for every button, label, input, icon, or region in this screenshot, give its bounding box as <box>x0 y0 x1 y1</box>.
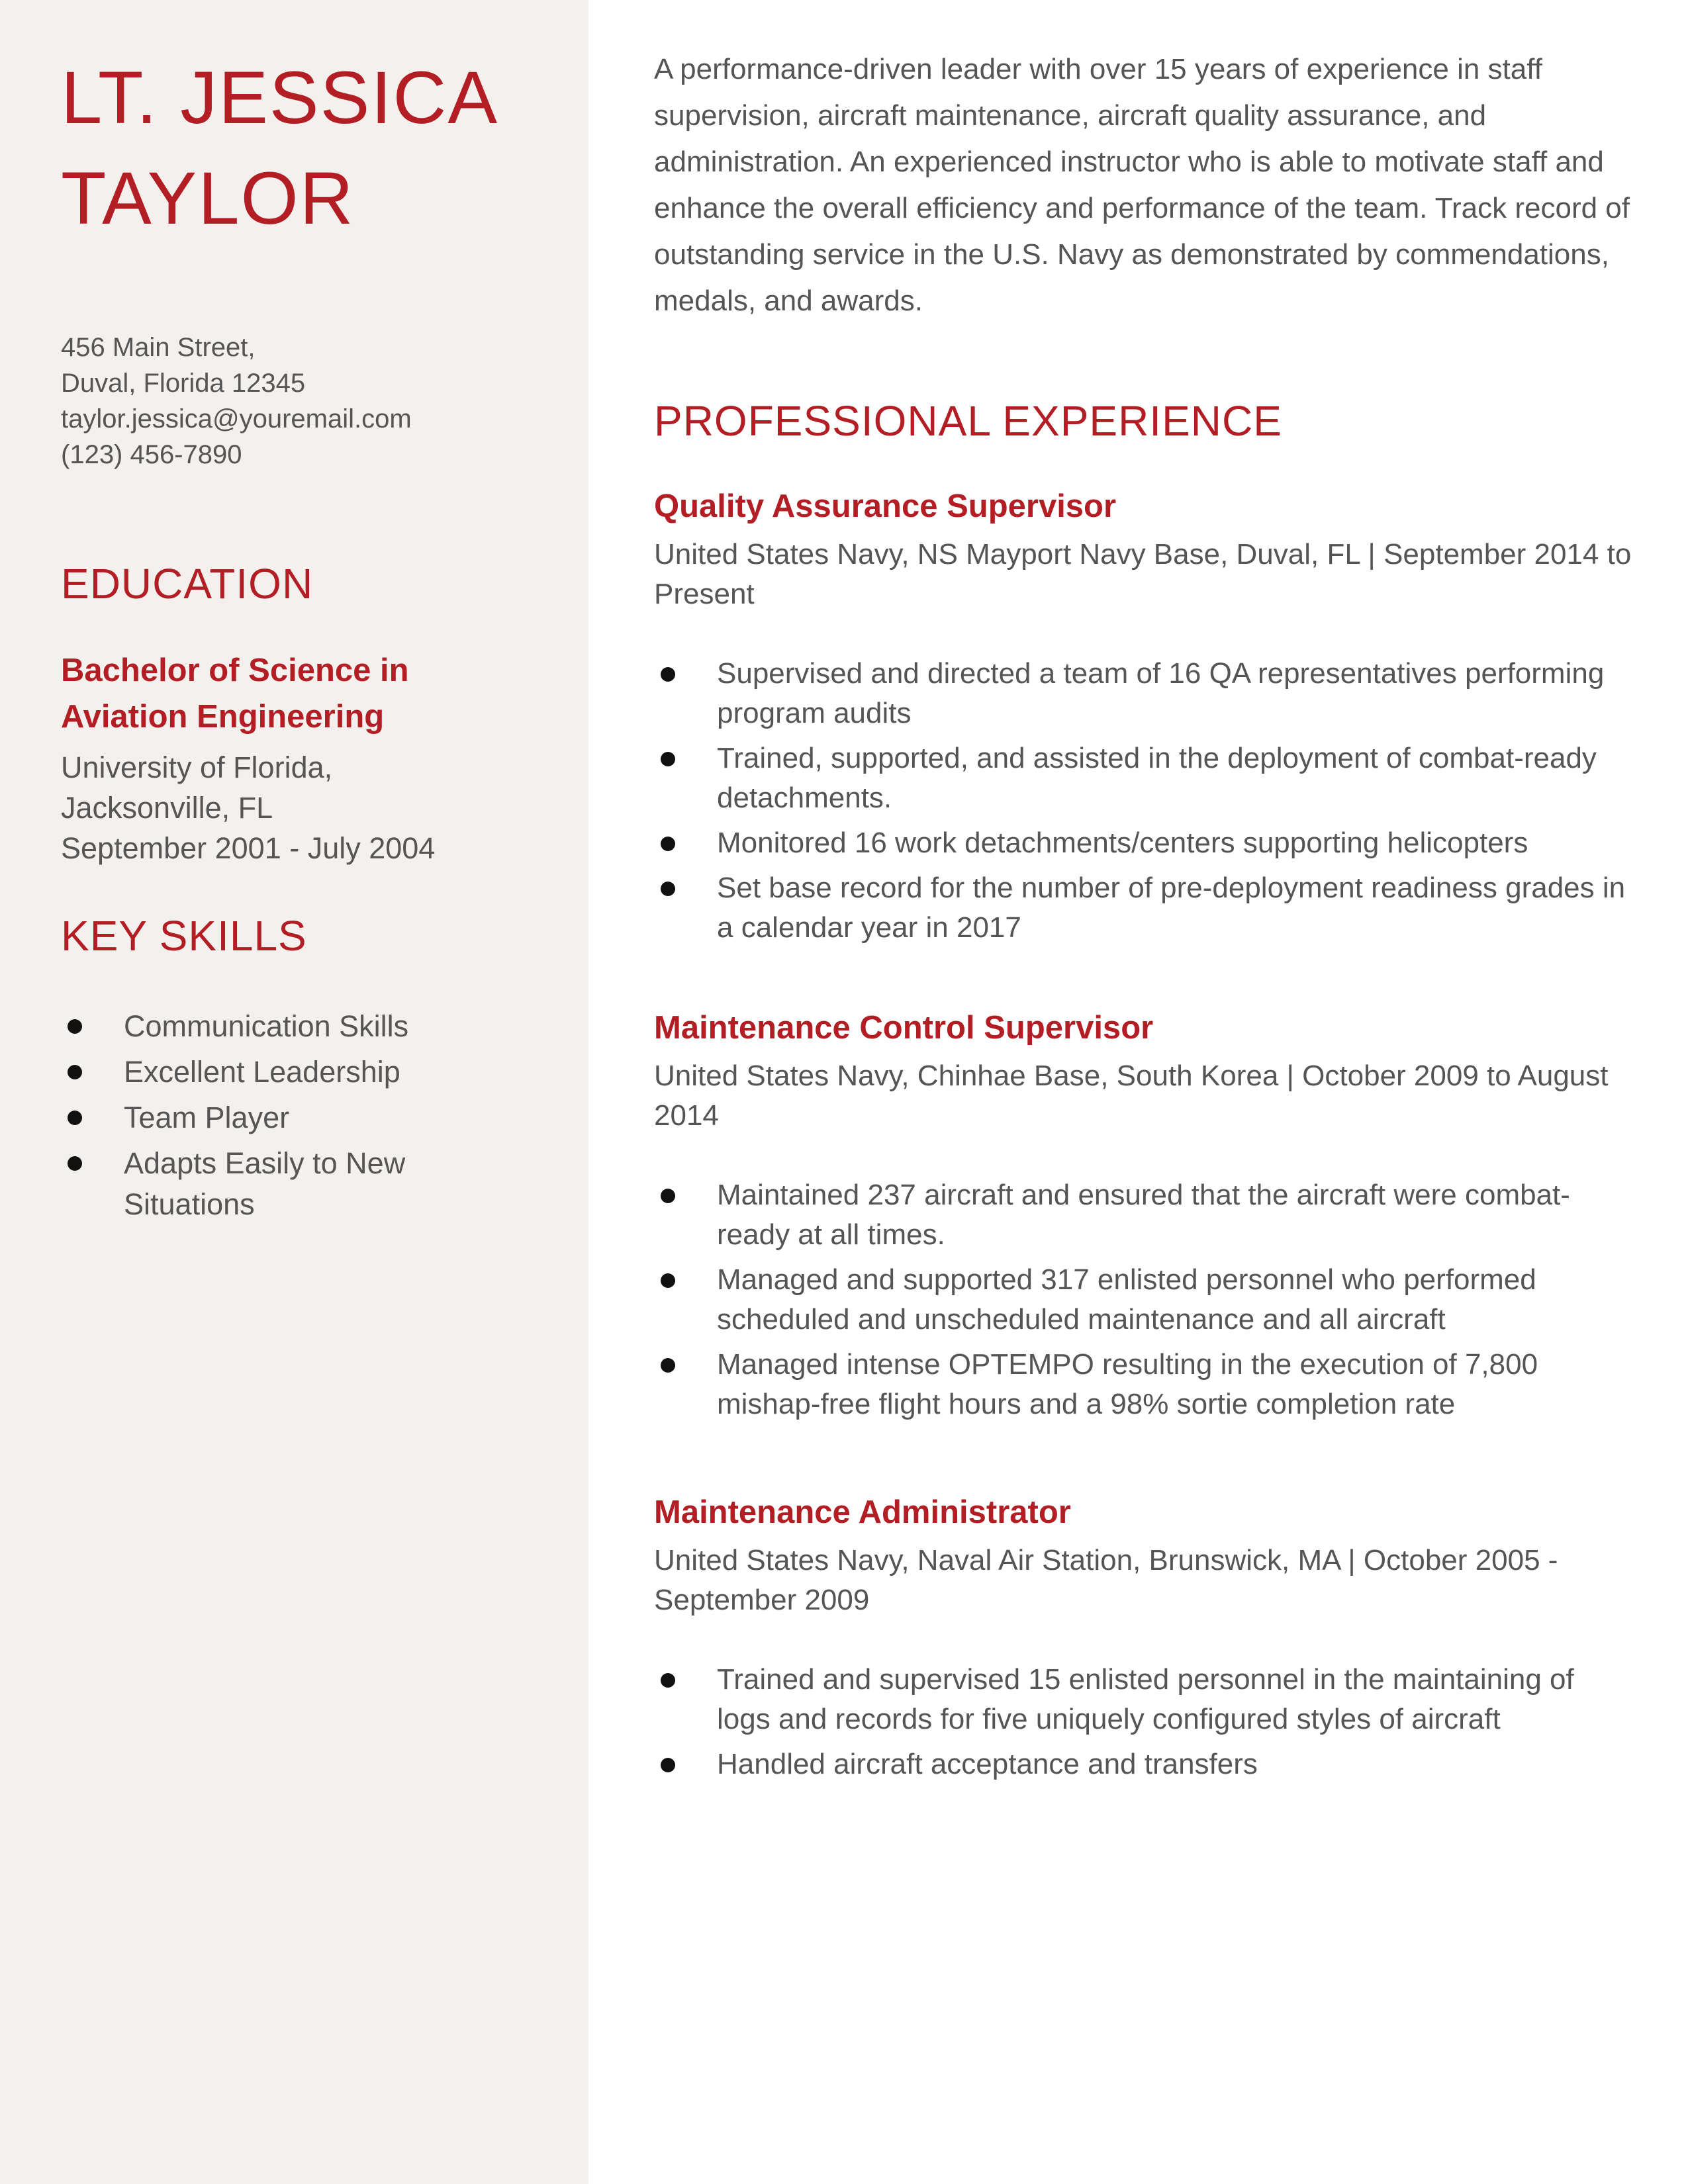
skill-label: Communication Skills <box>124 1009 409 1043</box>
job-entry <box>654 1005 1634 1430</box>
contact-email[interactable]: taylor.jessica@youremail.com <box>61 404 412 433</box>
education-dates: September 2001 - July 2004 <box>61 831 436 865</box>
education-school: University of Florida, <box>61 751 333 784</box>
bullet-icon <box>661 1273 675 1288</box>
experience-heading: PROFESSIONAL EXPERIENCE <box>654 397 1282 445</box>
bullet-icon <box>68 1156 82 1171</box>
bullet-icon <box>68 1065 82 1079</box>
bullet-icon <box>661 1358 675 1373</box>
skills-list <box>61 1006 538 1230</box>
skill-label: Adapts Easily to New Situations <box>124 1146 406 1221</box>
bullet-icon <box>661 752 675 766</box>
job-bullet: Supervised and directed a team of 16 QA representatives performing program audits <box>654 654 1634 733</box>
education-degree: Bachelor of Science in Aviation Engineering <box>61 653 409 735</box>
education-heading: EDUCATION <box>61 560 314 608</box>
contact-city: Duval, Florida 12345 <box>61 369 306 398</box>
job-bullet: Trained and supervised 15 enlisted personnel in the maintaining of logs and records for five uniquely configured styles of aircraft <box>654 1660 1634 1739</box>
skill-item <box>61 1006 538 1047</box>
job-entry <box>654 483 1634 953</box>
education-location: Jacksonville, FL <box>61 791 273 825</box>
skills-heading: KEY SKILLS <box>61 912 307 960</box>
job-meta: United States Navy, NS Mayport Navy Base, Duval, FL | September 2014 to Present <box>654 538 1632 610</box>
job-bullet: Trained, supported, and assisted in the deployment of combat-ready detachments. <box>654 739 1634 818</box>
bullet-icon <box>661 667 675 682</box>
job-meta: United States Navy, Naval Air Station, Brunswick, MA | October 2005 - September 2009 <box>654 1544 1558 1616</box>
job-title: Quality Assurance Supervisor <box>654 488 1117 524</box>
contact-street: 456 Main Street, <box>61 333 256 362</box>
job-bullets <box>654 1175 1634 1424</box>
candidate-name: LT. JESSICA TAYLOR <box>61 56 494 240</box>
job-bullet: Managed and supported 317 enlisted personnel who performed scheduled and unscheduled maintenance and all aircraft <box>654 1260 1634 1340</box>
job-bullet: Set base record for the number of pre-deployment readiness grades in a calendar year in 2017 <box>654 868 1634 948</box>
skill-item <box>61 1143 538 1225</box>
bullet-icon <box>661 837 675 851</box>
bullet-icon <box>661 1673 675 1688</box>
job-bullets <box>654 1660 1634 1784</box>
job-bullet: Handled aircraft acceptance and transfers <box>654 1745 1634 1784</box>
contact-info <box>61 330 564 473</box>
bullet-icon <box>661 882 675 896</box>
skill-item <box>61 1052 538 1093</box>
job-title: Maintenance Control Supervisor <box>654 1010 1154 1046</box>
bullet-icon <box>661 1758 675 1772</box>
bullet-icon <box>661 1189 675 1203</box>
professional-summary: A performance-driven leader with over 15 years of experience in staff supervision, aircraft maintenance, aircraft quality assurance, and administration. An experienced instructor who is able to motivate staff and enhance the overall efficiency and performance of the team. Track record of outstanding service in the U.S. Navy as demonstrated by commendations, medals, and awards. <box>654 53 1630 317</box>
bullet-icon <box>68 1019 82 1034</box>
education-info <box>61 747 538 868</box>
skill-label: Excellent Leadership <box>124 1055 400 1089</box>
contact-phone: (123) 456-7890 <box>61 440 242 469</box>
job-meta: United States Navy, Chinhae Base, South Korea | October 2009 to August 2014 <box>654 1060 1609 1132</box>
skill-item <box>61 1097 538 1138</box>
bullet-icon <box>68 1111 82 1125</box>
job-bullet: Maintained 237 aircraft and ensured that the aircraft were combat-ready at all times. <box>654 1175 1634 1255</box>
job-title: Maintenance Administrator <box>654 1494 1071 1530</box>
job-entry <box>654 1489 1634 1790</box>
job-bullet: Managed intense OPTEMPO resulting in the execution of 7,800 mishap-free flight hours and a 98% sortie completion rate <box>654 1345 1634 1424</box>
job-bullets <box>654 654 1634 948</box>
sidebar <box>0 0 588 2184</box>
job-bullet: Monitored 16 work detachments/centers supporting helicopters <box>654 823 1634 863</box>
skill-label: Team Player <box>124 1101 290 1134</box>
